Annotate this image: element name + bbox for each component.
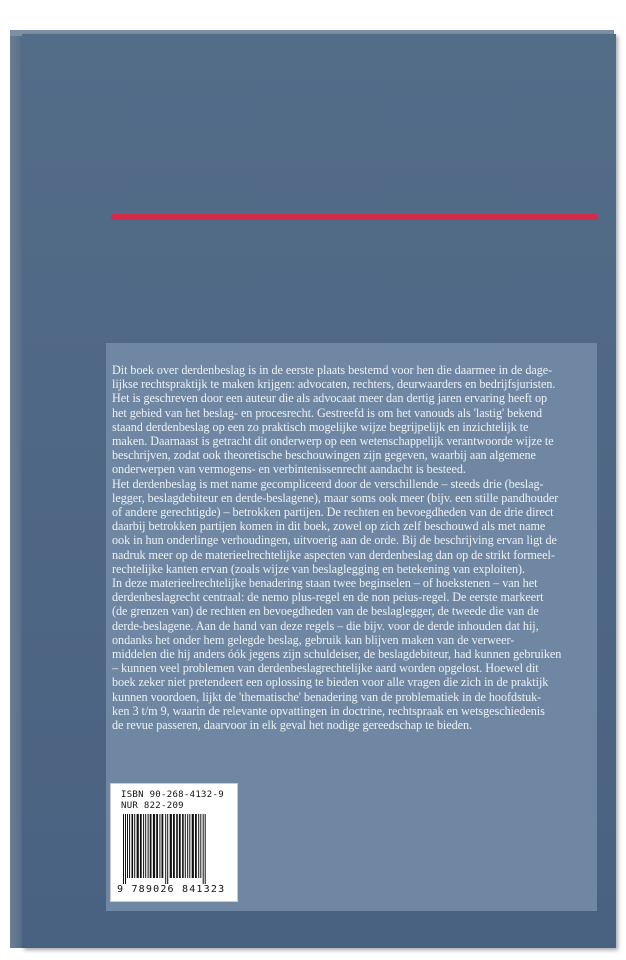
barcode-bar (173, 814, 175, 878)
barcode-bar (140, 814, 142, 878)
barcode-bar (192, 814, 194, 878)
barcode-bar (143, 814, 144, 878)
barcode-bar (200, 814, 201, 878)
barcode-bar (150, 814, 152, 878)
barcode-label (110, 783, 238, 902)
blurb-line: het gebied van het beslag- en procesrecht. Gestreefd is om het vanouds als 'lastig' bekend (112, 405, 543, 420)
barcode-bars (121, 814, 229, 884)
barcode-bar (203, 814, 204, 884)
blurb-line: Het is geschreven door een auteur die als advocaat meer dan dertig jaren ervaring heeft op (112, 391, 548, 406)
blurb-line: legger, beslagdebiteur en derde-beslagene), maar soms ook meer (bijv. een stille pandhouder (112, 490, 559, 505)
barcode-bar (170, 814, 172, 878)
blurb-line: kunnen voordoen, lijkt de 'thematische' benadering van de problematiek in de hoofdstuk- (112, 689, 542, 704)
barcode-bar (205, 814, 206, 884)
blurb-line: nadruk meer op de materieelrechtelijke aspecten van derdenbeslag dan op de strikt formeel- (112, 547, 555, 562)
barcode-bar (127, 814, 128, 878)
blurb-line: staand derdenbeslag op een zo praktisch mogelijke wijze begrijpelijk en inzichtelijk te (112, 419, 529, 434)
barcode-bar (145, 814, 146, 878)
barcode-bar (167, 814, 168, 884)
blurb-line: middelen die hij anders óók jegens zijn schuldeiser, de beslagdebiteur, had kunnen gebruiken (112, 647, 562, 662)
barcode-bar (162, 814, 164, 878)
blurb-line: derde-beslagene. Aan de hand van deze regels – die bijv. voor de derde inhouden dat hij, (112, 618, 539, 633)
barcode-bar (137, 814, 139, 878)
blurb-line: lijkse rechtspraktijk te maken krijgen: advocaten, rechters, deurwaarders en bedrijfsjuristen. (112, 377, 556, 392)
barcode-bar (134, 814, 135, 878)
blurb-line: daarbij betrokken partijen komen in dit boek, zowel op zich zelf beschouwd als met name (112, 519, 546, 534)
barcode-bar (182, 814, 184, 878)
blurb-line: ken 3 t/m 9, waarin de relevante opvattingen in doctrine, rechtspraak en wetsgeschiedenis (112, 703, 545, 718)
blurb-line: de revue passeren, daarvoor in elk geval het nodige gereedschap te bieden. (112, 718, 473, 733)
blurb-text (112, 363, 594, 732)
blurb-line: ondanks het onder hem gelegde beslag, gebruik kan blijven maken van de verweer- (112, 632, 515, 647)
blurb-line: beschrijven, zodat ook theoretische beschouwingen zijn gegeven, waarbij aan algemene (112, 448, 536, 463)
barcode-bar (198, 814, 199, 878)
isbn-text: ISBN 90-268-4132-9 (121, 790, 224, 800)
blurb-line: derdenbeslagrecht centraal: de nemo plus-regel en de non peius-regel. De eerste markeert (112, 590, 544, 605)
barcode-bar (195, 814, 197, 878)
blurb-line: Dit boek over derdenbeslag is in de eerste plaats bestemd voor hen die daarmee in de dage- (112, 363, 553, 377)
blurb-line: onderwerpen van vermogens- en verbintenissenrecht aandacht is besteed. (112, 462, 466, 477)
blurb-line: (de grenzen van) de rechten en bevoegdheden van de beslaglegger, de tweede die van de (112, 604, 539, 619)
barcode-bar (185, 814, 186, 878)
blurb-line: maken. Daarnaast is getracht dit onderwerp op een wetenschappelijk verantwoorde wijze te (112, 434, 554, 449)
barcode-bar (189, 814, 190, 878)
barcode-bar (159, 814, 160, 878)
blurb-line: – kunnen veel problemen van derdenbeslagrechtelijke aard worden opgelost. Hoewel dit (112, 661, 539, 676)
blurb-line: boek zeker niet pretendeert een oplossing te bieden voor alle vragen die zich in de praktijk (112, 675, 549, 690)
barcode-bar (156, 814, 158, 878)
barcode-bar (129, 814, 130, 878)
barcode-bar (132, 814, 134, 878)
nur-text: NUR 822-209 (121, 801, 184, 811)
barcode-bar (176, 814, 178, 878)
barcode-bar (125, 814, 126, 884)
barcode-bar (187, 814, 188, 878)
barcode-digits: 9 789026 841323 (117, 884, 226, 895)
accent-bar (111, 214, 597, 220)
barcode-bar (123, 814, 124, 884)
barcode-bar (153, 814, 155, 878)
blurb-line: Het derdenbeslag is met name gecompliceerd door de verschillende – steeds drie (beslag- (112, 476, 544, 491)
barcode-bar (179, 814, 181, 878)
blurb-line: ook in hun onderlinge verhoudingen, uitvoerig aan de orde. Bij de beschrijving ervan ligt de (112, 533, 557, 548)
barcode-bar (165, 814, 166, 884)
blurb-line: In deze materieelrechtelijke benadering staan twee beginselen – of hoekstenen – van het (112, 576, 538, 591)
blurb-panel (106, 343, 597, 911)
barcode-bar (148, 814, 149, 878)
blurb-line: rechtelijke kanten ervan (zoals wijze van beslaglegging en betekening van exploiten). (112, 561, 526, 576)
back-cover (22, 34, 616, 948)
blurb-line: of andere gerechtigde) – betrokken partijen. De rechten en bevoegdheden van de drie direct (112, 505, 554, 520)
